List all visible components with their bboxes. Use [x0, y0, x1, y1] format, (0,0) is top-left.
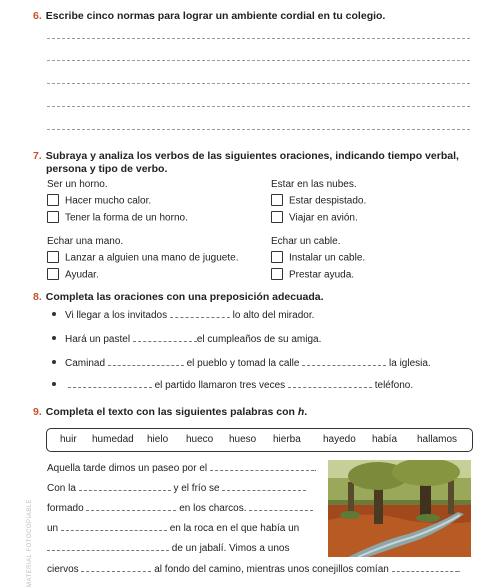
question-number: 7.: [33, 150, 42, 162]
checkbox[interactable]: [271, 268, 283, 280]
word-bank: [46, 428, 473, 452]
sentence-text: el partido llamaron tres veces: [154, 380, 286, 391]
bullet-icon: [52, 382, 56, 386]
passage-text: en los charcos.: [179, 503, 247, 514]
blank-field[interactable]: [210, 461, 314, 471]
word-bank-item: huir: [60, 434, 77, 445]
sentence-text: Caminad: [65, 358, 106, 369]
checkbox-option[interactable]: [271, 269, 354, 282]
answer-line[interactable]: [47, 106, 470, 107]
passage-text: ciervos: [47, 564, 79, 575]
option-label: Ayudar.: [65, 269, 99, 281]
answer-line[interactable]: [47, 38, 470, 39]
blank-field[interactable]: [108, 356, 184, 366]
text-line-3: [47, 501, 313, 515]
blank-field[interactable]: [61, 521, 167, 531]
passage-text: de un jabalí. Vimos a unos: [171, 543, 290, 554]
text-line-4: [47, 521, 299, 535]
sentence-3: [52, 356, 431, 370]
blank-field[interactable]: [86, 501, 176, 511]
blank-field[interactable]: [79, 481, 171, 491]
blank-field[interactable]: [222, 481, 306, 491]
sentence-text: teléfono.: [374, 380, 414, 391]
passage-text: en la roca en el que había un: [169, 523, 300, 534]
question-7-heading: [33, 150, 459, 175]
checkbox[interactable]: [271, 194, 283, 206]
checkbox[interactable]: [47, 268, 59, 280]
checkbox-option[interactable]: [47, 195, 151, 208]
checkbox[interactable]: [47, 211, 59, 223]
passage-text: Aquella tarde dimos un paseo por el: [47, 463, 208, 474]
passage-text: al fondo del camino, mientras unos conejillos comían: [154, 564, 389, 575]
text-line-1: Aquella tarde dimos un paseo por el .: [47, 463, 317, 474]
question-number: 9.: [33, 406, 42, 418]
question-6-heading: [33, 10, 385, 23]
side-watermark: MATERIAL FOTOCOPIABLE: [27, 498, 34, 587]
prompt-echar-una-mano: Echar una mano.: [47, 236, 124, 247]
option-label: Viajar en avión.: [289, 212, 358, 224]
text-line-2: [47, 481, 306, 495]
checkbox-option[interactable]: [47, 269, 99, 282]
checkbox[interactable]: [271, 251, 283, 263]
answer-line[interactable]: [47, 60, 470, 61]
sentence-text: Vi llegar a los invitados: [65, 310, 168, 321]
option-label: Instalar un cable.: [289, 252, 366, 264]
bullet-icon: [52, 360, 56, 364]
blank-field[interactable]: [288, 378, 372, 388]
checkbox[interactable]: [271, 211, 283, 223]
option-label: Estar despistado.: [289, 195, 367, 207]
checkbox-option[interactable]: [47, 252, 238, 265]
prompt-echar-un-cable: Echar un cable.: [271, 236, 341, 247]
sentence-text: lo alto del mirador.: [232, 310, 315, 321]
question-number: 6.: [33, 10, 42, 22]
option-label: Tener la forma de un horno.: [65, 212, 188, 224]
passage-text: Con la: [47, 483, 76, 494]
forest-photo: [328, 460, 471, 557]
checkbox-option[interactable]: [271, 252, 365, 265]
answer-line[interactable]: [47, 83, 470, 84]
text-line-6: ciervos al fondo del camino, mientras unos conejillos comían .: [47, 564, 461, 575]
checkbox-option[interactable]: [47, 212, 188, 225]
bullet-icon: [52, 336, 56, 340]
question-text: Escribe cinco normas para lograr un ambiente cordial en tu colegio.: [45, 10, 386, 22]
word-bank-item: hierba: [273, 434, 301, 445]
option-label: Lanzar a alguien una mano de juguete.: [65, 252, 239, 264]
blank-field[interactable]: [68, 378, 152, 388]
prompt-estar-en-las-nubes: Estar en las nubes.: [271, 179, 357, 190]
prompt-ser-un-horno: Ser un horno.: [47, 179, 108, 190]
sentence-4: [52, 378, 413, 392]
bullet-icon: [52, 312, 56, 316]
question-text: Completa las oraciones con una preposición adecuada.: [45, 291, 324, 303]
blank-field[interactable]: [249, 501, 313, 511]
word-bank-item: hueco: [186, 434, 214, 445]
blank-field[interactable]: [302, 356, 386, 366]
sentence-text: Hará un pastel: [65, 334, 131, 345]
sentence-2: [52, 332, 321, 346]
sentence-text: el pueblo y tomad la calle: [186, 358, 300, 369]
passage-text: un: [47, 523, 59, 534]
checkbox-option[interactable]: [271, 212, 358, 225]
word-bank-item: humedad: [92, 434, 134, 445]
checkbox-option[interactable]: [271, 195, 366, 208]
sentence-text: la iglesia.: [389, 358, 431, 369]
blank-field[interactable]: [47, 541, 169, 551]
word-bank-item: hueso: [229, 434, 257, 445]
answer-line[interactable]: [47, 129, 470, 130]
sentence-1: [52, 308, 314, 322]
word-bank-item: hallamos: [417, 434, 458, 445]
option-label: Hacer mucho calor.: [65, 195, 152, 207]
sentence-text: el cumpleaños de su amiga.: [196, 334, 322, 345]
checkbox[interactable]: [47, 194, 59, 206]
blank-field[interactable]: [392, 562, 458, 572]
question-8-heading: [33, 291, 324, 304]
question-text-line-2: persona y tipo de verbo.: [46, 162, 168, 175]
question-text: Completa el texto con las siguientes palabras con: [45, 406, 295, 418]
word-bank-item: había: [372, 434, 398, 445]
blank-field[interactable]: [133, 332, 197, 342]
passage-text: formado: [47, 503, 84, 514]
checkbox[interactable]: [47, 251, 59, 263]
letter-h: h: [297, 406, 305, 418]
blank-field[interactable]: [81, 562, 151, 572]
option-label: Prestar ayuda.: [289, 269, 355, 281]
passage-text: y el frío se: [173, 483, 220, 494]
forest-illustration: [328, 460, 471, 557]
blank-field[interactable]: [170, 308, 230, 318]
question-text-line-1: Subraya y analiza los verbos de las siguientes oraciones, indicando tiempo verbal,: [45, 150, 459, 162]
question-9-heading: 9. Completa el texto con las siguientes palabras con h.: [33, 406, 308, 418]
word-bank-item: hayedo: [323, 434, 356, 445]
question-number: 8.: [33, 291, 42, 303]
word-bank-item: hielo: [147, 434, 169, 445]
text-line-5: [47, 541, 289, 555]
